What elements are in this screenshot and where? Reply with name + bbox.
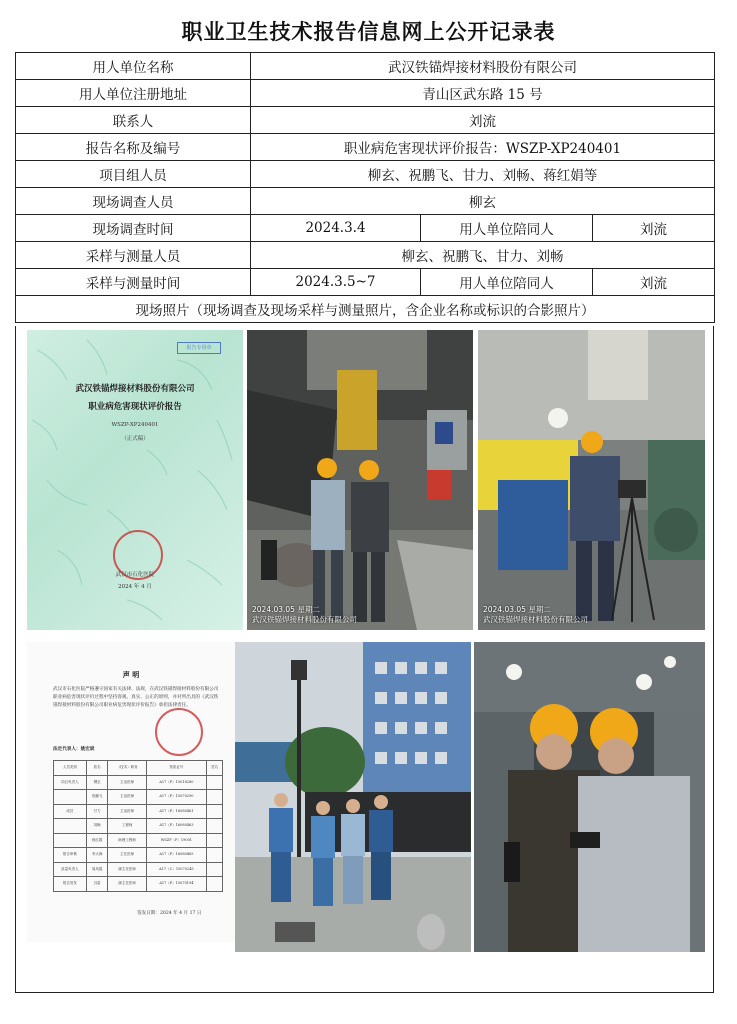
signature-cell bbox=[206, 790, 222, 805]
cell: 刘畅 bbox=[86, 819, 108, 834]
label-sampling-escort: 用人单位陪同人 bbox=[421, 269, 593, 296]
cell: A17（C）15070245 bbox=[146, 862, 206, 877]
cell: 项目负责人 bbox=[54, 775, 87, 790]
cell: 助理工程师 bbox=[108, 833, 146, 848]
value-sampling-escort: 刘流 bbox=[593, 269, 715, 296]
workers-photo bbox=[474, 642, 705, 952]
cell: 副主任医师 bbox=[108, 862, 146, 877]
value-report: 职业病危害现状评价报告：WSZP-XP240401 bbox=[251, 134, 715, 161]
cover-code: WSZP-XP240401 bbox=[111, 422, 159, 428]
cell: 祝鹏飞 bbox=[86, 790, 108, 805]
cell: 成员 bbox=[54, 804, 87, 819]
label-contact: 联系人 bbox=[16, 107, 251, 134]
cell: 周凤霞 bbox=[86, 862, 108, 877]
value-survey-time: 2024.3.4 bbox=[251, 215, 421, 242]
table-row bbox=[54, 833, 223, 848]
value-surveyors: 柳玄 bbox=[251, 188, 715, 215]
label-employer-name: 用人单位名称 bbox=[16, 53, 251, 80]
cell: 李大海 bbox=[86, 848, 108, 863]
row-survey-time bbox=[16, 215, 715, 242]
value-employer-name: 武汉铁锚焊接材料股份有限公司 bbox=[251, 53, 715, 80]
value-team: 柳玄、祝鹏飞、甘力、刘畅、蒋红娟等 bbox=[251, 161, 715, 188]
declaration-col-category: 人员类别 bbox=[54, 761, 87, 776]
row-samplers bbox=[16, 242, 715, 269]
label-survey-time: 现场调查时间 bbox=[16, 215, 251, 242]
table-row bbox=[54, 877, 223, 892]
cell: 蒋红娟 bbox=[86, 833, 108, 848]
cell: A17（P）16080465 bbox=[146, 848, 206, 863]
cell: 工程师 bbox=[108, 819, 146, 834]
signature-cell bbox=[206, 833, 222, 848]
label-team: 项目组人员 bbox=[16, 161, 251, 188]
cell: A17（P）16080463 bbox=[146, 819, 206, 834]
declaration-col-title: （技术）职务 bbox=[108, 761, 146, 776]
cell: 主治医师 bbox=[108, 775, 146, 790]
survey-photo-company: 武汉铁锚焊接材料股份有限公司 bbox=[252, 615, 357, 624]
cover-company: 武汉铁锚焊接材料股份有限公司 bbox=[75, 384, 195, 394]
cell: A17（P）15018280 bbox=[146, 775, 206, 790]
cell bbox=[54, 790, 87, 805]
table-row bbox=[54, 848, 223, 863]
cell bbox=[54, 833, 87, 848]
table-row bbox=[54, 804, 223, 819]
table-row bbox=[54, 790, 223, 805]
cell: 主治医师 bbox=[108, 790, 146, 805]
signature-cell bbox=[206, 804, 222, 819]
cover-date: 2024 年 4 月 bbox=[118, 584, 152, 590]
cell: 质量负责人 bbox=[54, 862, 87, 877]
label-employer-address: 用人单位注册地址 bbox=[16, 80, 251, 107]
label-survey-escort: 用人单位陪同人 bbox=[421, 215, 593, 242]
row-surveyors bbox=[16, 188, 715, 215]
cell: 报告审核 bbox=[54, 848, 87, 863]
survey-photo bbox=[247, 330, 473, 630]
sampling-scene bbox=[478, 330, 705, 630]
cell: WSZP（P）19001 bbox=[146, 833, 206, 848]
record-table bbox=[15, 52, 715, 323]
signature-cell bbox=[206, 862, 222, 877]
survey-photo-timestamp: 2024.03.05 星期二 bbox=[252, 605, 320, 614]
cover-edition: （正式稿） bbox=[121, 436, 149, 442]
cover-issuer: 武汉市石化医院 bbox=[115, 572, 155, 578]
signature-cell bbox=[206, 819, 222, 834]
declaration-col-name: 姓名 bbox=[86, 761, 108, 776]
signature-cell bbox=[206, 775, 222, 790]
row-contact bbox=[16, 107, 715, 134]
cover-report-title: 职业病危害现状评价报告 bbox=[88, 402, 182, 412]
page-title: 职业卫生技术报告信息网上公开记录表 bbox=[181, 19, 556, 44]
declaration-heading: 声 明 bbox=[122, 670, 140, 679]
value-survey-escort: 刘流 bbox=[593, 215, 715, 242]
declaration-col-sign: 签名 bbox=[206, 761, 222, 776]
cell: 主治医师 bbox=[108, 804, 146, 819]
label-samplers: 采样与测量人员 bbox=[16, 242, 251, 269]
declaration-seal bbox=[155, 708, 203, 756]
value-sampling-time: 2024.3.5~7 bbox=[251, 269, 421, 296]
cell: 主任医师 bbox=[108, 848, 146, 863]
label-report: 报告名称及编号 bbox=[16, 134, 251, 161]
sampling-photo bbox=[478, 330, 705, 630]
sampling-photo-timestamp: 2024.03.05 星期二 bbox=[483, 605, 551, 614]
cell: 副主任医师 bbox=[108, 877, 146, 892]
cell: A17（P）16080461 bbox=[146, 804, 206, 819]
row-employer-address bbox=[16, 80, 715, 107]
table-row bbox=[54, 862, 223, 877]
declaration-table bbox=[53, 760, 223, 892]
declaration-col-cert: 资质证号 bbox=[146, 761, 206, 776]
group-scene bbox=[235, 642, 471, 952]
group-photo bbox=[235, 642, 471, 952]
table-row bbox=[54, 819, 223, 834]
cell: 甘力 bbox=[86, 804, 108, 819]
declaration-legal-rep: 法定代表人：姚宏斌 bbox=[53, 747, 95, 752]
declaration-sign-date: 签发日期：2024 年 4 月 17 日 bbox=[137, 911, 202, 916]
cell: 报告签发 bbox=[54, 877, 87, 892]
declaration-table-header bbox=[54, 761, 223, 776]
row-sampling-time bbox=[16, 269, 715, 296]
label-sampling-time: 采样与测量时间 bbox=[16, 269, 251, 296]
photo-area bbox=[15, 326, 714, 993]
value-employer-address: 青山区武东路 15 号 bbox=[251, 80, 715, 107]
signature-cell bbox=[206, 877, 222, 892]
row-employer-name bbox=[16, 53, 715, 80]
declaration-photo bbox=[27, 642, 235, 942]
table-row bbox=[54, 775, 223, 790]
sampling-photo-company: 武汉铁锚焊接材料股份有限公司 bbox=[483, 615, 588, 624]
cover-stamp-box: 报告专用章 bbox=[177, 342, 221, 354]
value-contact: 刘流 bbox=[251, 107, 715, 134]
declaration-paragraph: 武汉市石化医院严格遵守国家有关法律、法规，在武汉铁锚焊接材料股份有限公司职业病危害现状评价过程中坚持客观、真实、公正的原则，并对所出具的《武汉铁锚焊接材料股份有限公司职业病危害现状评价报告》承担法律责任。 bbox=[53, 687, 219, 708]
report-cover-photo bbox=[27, 330, 243, 630]
workers-scene bbox=[474, 642, 705, 952]
row-photos-header bbox=[16, 296, 715, 323]
row-report bbox=[16, 134, 715, 161]
cell: A17（P）15070194 bbox=[146, 877, 206, 892]
cell: 柳玄 bbox=[86, 775, 108, 790]
cell bbox=[54, 819, 87, 834]
signature-cell bbox=[206, 848, 222, 863]
cell: 谷雷 bbox=[86, 877, 108, 892]
survey-scene bbox=[247, 330, 473, 630]
label-surveyors: 现场调查人员 bbox=[16, 188, 251, 215]
row-team bbox=[16, 161, 715, 188]
cell: A17（P）15070290 bbox=[146, 790, 206, 805]
value-samplers: 柳玄、祝鹏飞、甘力、刘畅 bbox=[251, 242, 715, 269]
photos-header: 现场照片（现场调查及现场采样与测量照片，含企业名称或标识的合影照片） bbox=[16, 296, 715, 323]
